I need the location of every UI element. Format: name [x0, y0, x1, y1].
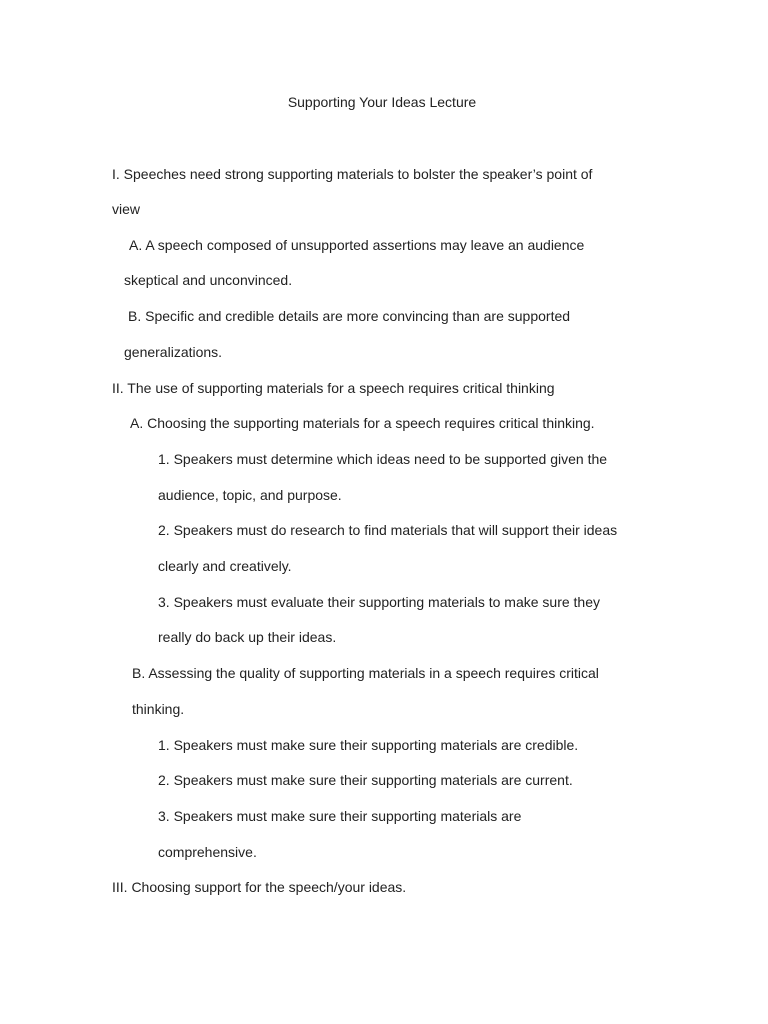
- outline-line-2: view: [112, 201, 141, 217]
- outline-line-10: audience, topic, and purpose.: [158, 487, 342, 503]
- outline-line-15: B. Assessing the quality of supporting materials in a speech requires critical: [132, 665, 599, 681]
- outline-line-5: B. Specific and credible details are more convincing than are supported: [128, 308, 571, 324]
- outline-line-1: I. Speeches need strong supporting materials to bolster the speaker’s point of: [112, 166, 593, 182]
- outline-line-12: clearly and creatively.: [158, 558, 292, 574]
- outline-line-18: 2. Speakers must make sure their supporting materials are current.: [158, 772, 573, 788]
- outline-line-13: 3. Speakers must evaluate their supporting materials to make sure they: [158, 594, 600, 610]
- outline-line-19: 3. Speakers must make sure their supporting materials are: [158, 808, 522, 824]
- outline-line-3: A. A speech composed of unsupported assertions may leave an audience: [129, 237, 585, 253]
- outline-line-14: really do back up their ideas.: [158, 629, 337, 645]
- document-title: Supporting Your Ideas Lecture: [287, 94, 477, 110]
- outline-line-4: skeptical and unconvinced.: [124, 272, 293, 288]
- outline-line-6: generalizations.: [124, 344, 223, 360]
- outline-line-7: II. The use of supporting materials for a speech requires critical thinking: [112, 380, 555, 396]
- outline-line-21: III. Choosing support for the speech/your ideas.: [112, 879, 407, 895]
- outline-line-9: 1. Speakers must determine which ideas need to be supported given the: [158, 451, 608, 467]
- outline-line-16: thinking.: [132, 701, 185, 717]
- outline-line-20: comprehensive.: [158, 844, 257, 860]
- outline-line-8: A. Choosing the supporting materials for a speech requires critical thinking.: [130, 415, 595, 431]
- outline-line-11: 2. Speakers must do research to find materials that will support their ideas: [158, 522, 618, 538]
- outline-line-17: 1. Speakers must make sure their supporting materials are credible.: [158, 737, 579, 753]
